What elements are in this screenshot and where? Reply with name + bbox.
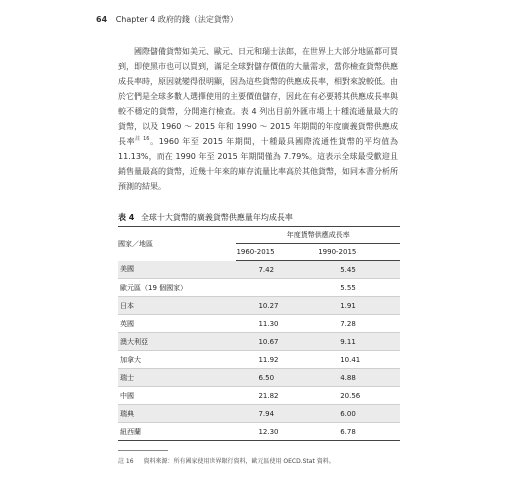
table-row — [118, 351, 400, 369]
rate-1990-cell: 9.11 — [318, 333, 400, 351]
footnote-label: 註 16 — [118, 458, 134, 465]
paragraph-text-part2: 。1960 年至 2015 年期間，十種最具國際流通性貨幣的平均值為 11.13%，而在 1990 年至 2015 年期間僅為 7.79%。這表示全球最受歡迎且銷售量最高的貨幣，近幾十年來的庫存流量比率高於其他貨幣，如同本書分析所預測的結果。 — [118, 137, 398, 191]
table-row — [118, 279, 400, 297]
rate-1990-cell: 1.91 — [318, 297, 400, 315]
table-row — [118, 333, 400, 351]
country-column-header: 國家／地區 — [118, 227, 236, 261]
country-cell: 瑞士 — [118, 369, 236, 387]
growth-rate-group-header: 年度貨幣供應成長率 — [236, 227, 400, 244]
footnote-text: 資料來源：所有國家使用世界銀行資料，歐元區使用 OECD.Stat 資料。 — [143, 458, 335, 465]
table-label: 表 4 — [118, 213, 135, 222]
rate-1960-cell: 21.82 — [236, 387, 318, 405]
country-cell: 瑞典 — [118, 405, 236, 423]
chapter-label: Chapter 4 — [115, 15, 156, 24]
rate-1990-cell: 10.41 — [318, 351, 400, 369]
table-title: 全球十大貨幣的廣義貨幣供應量年均成長率 — [140, 213, 293, 222]
table-caption — [118, 212, 293, 223]
growth-rate-table — [118, 226, 400, 441]
table-row — [118, 387, 400, 405]
column-header-1960-2015: 1960-2015 — [236, 244, 318, 261]
table-row — [118, 423, 400, 441]
rate-1960-cell: 11.30 — [236, 315, 318, 333]
rate-1960-cell: 10.27 — [236, 297, 318, 315]
table-row — [118, 315, 400, 333]
rate-1990-cell: 5.55 — [318, 279, 400, 297]
rate-1990-cell: 6.78 — [318, 423, 400, 441]
column-header-1990-2015: 1990-2015 — [318, 244, 400, 261]
rate-1960-cell: 7.42 — [236, 261, 318, 279]
footnote-reference: 註 16 — [135, 136, 150, 142]
rate-1960-cell: 11.92 — [236, 351, 318, 369]
page-header — [96, 14, 238, 25]
rate-1990-cell: 4.88 — [318, 369, 400, 387]
rate-1990-cell: 20.56 — [318, 387, 400, 405]
country-cell: 英國 — [118, 315, 236, 333]
rate-1990-cell: 6.00 — [318, 405, 400, 423]
table-body — [118, 261, 400, 441]
table-row — [118, 297, 400, 315]
rate-1990-cell: 5.45 — [318, 261, 400, 279]
rate-1960-cell — [236, 279, 318, 297]
footnote-divider — [118, 450, 168, 451]
table-row — [118, 261, 400, 279]
rate-1960-cell: 7.94 — [236, 405, 318, 423]
body-paragraph — [118, 44, 398, 194]
country-cell: 歐元區（19 個國家） — [118, 279, 236, 297]
table-row — [118, 405, 400, 423]
country-cell: 澳大利亞 — [118, 333, 236, 351]
page-number: 64 — [96, 15, 108, 24]
chapter-title: 政府的錢（法定貨幣） — [157, 15, 238, 24]
paragraph-text-part1: 國際儲備貨幣如美元、歐元、日元和瑞士法郎，在世界上大部分地區都可買到，即使黑市也可以買到，滿足全球對儲存價值的大量需求，當你檢查貨幣供應成長率時，原因就變得很明顯，因為這些貨幣的供應成長率，相對來說較低。由於它們是全球多數人選擇使用的主要價值儲存，因此在有必要將其供應成長率與較不穩定的貨幣，分開進行檢查。表 4 列出目前外匯市場上十種流通量最大的貨幣，以及 1960 ～ 2015 年和 1990 ～ 2015 年期間的年度廣義貨幣供應成長率 — [118, 47, 398, 146]
country-cell: 加拿大 — [118, 351, 236, 369]
footnote — [118, 456, 335, 465]
rate-1960-cell: 10.67 — [236, 333, 318, 351]
rate-1960-cell: 12.30 — [236, 423, 318, 441]
country-cell: 紐西蘭 — [118, 423, 236, 441]
country-cell: 美國 — [118, 261, 236, 279]
country-cell: 日本 — [118, 297, 236, 315]
rate-1960-cell: 6.50 — [236, 369, 318, 387]
table-header-row — [118, 227, 400, 244]
rate-1990-cell: 7.28 — [318, 315, 400, 333]
country-cell: 中國 — [118, 387, 236, 405]
table-row — [118, 369, 400, 387]
